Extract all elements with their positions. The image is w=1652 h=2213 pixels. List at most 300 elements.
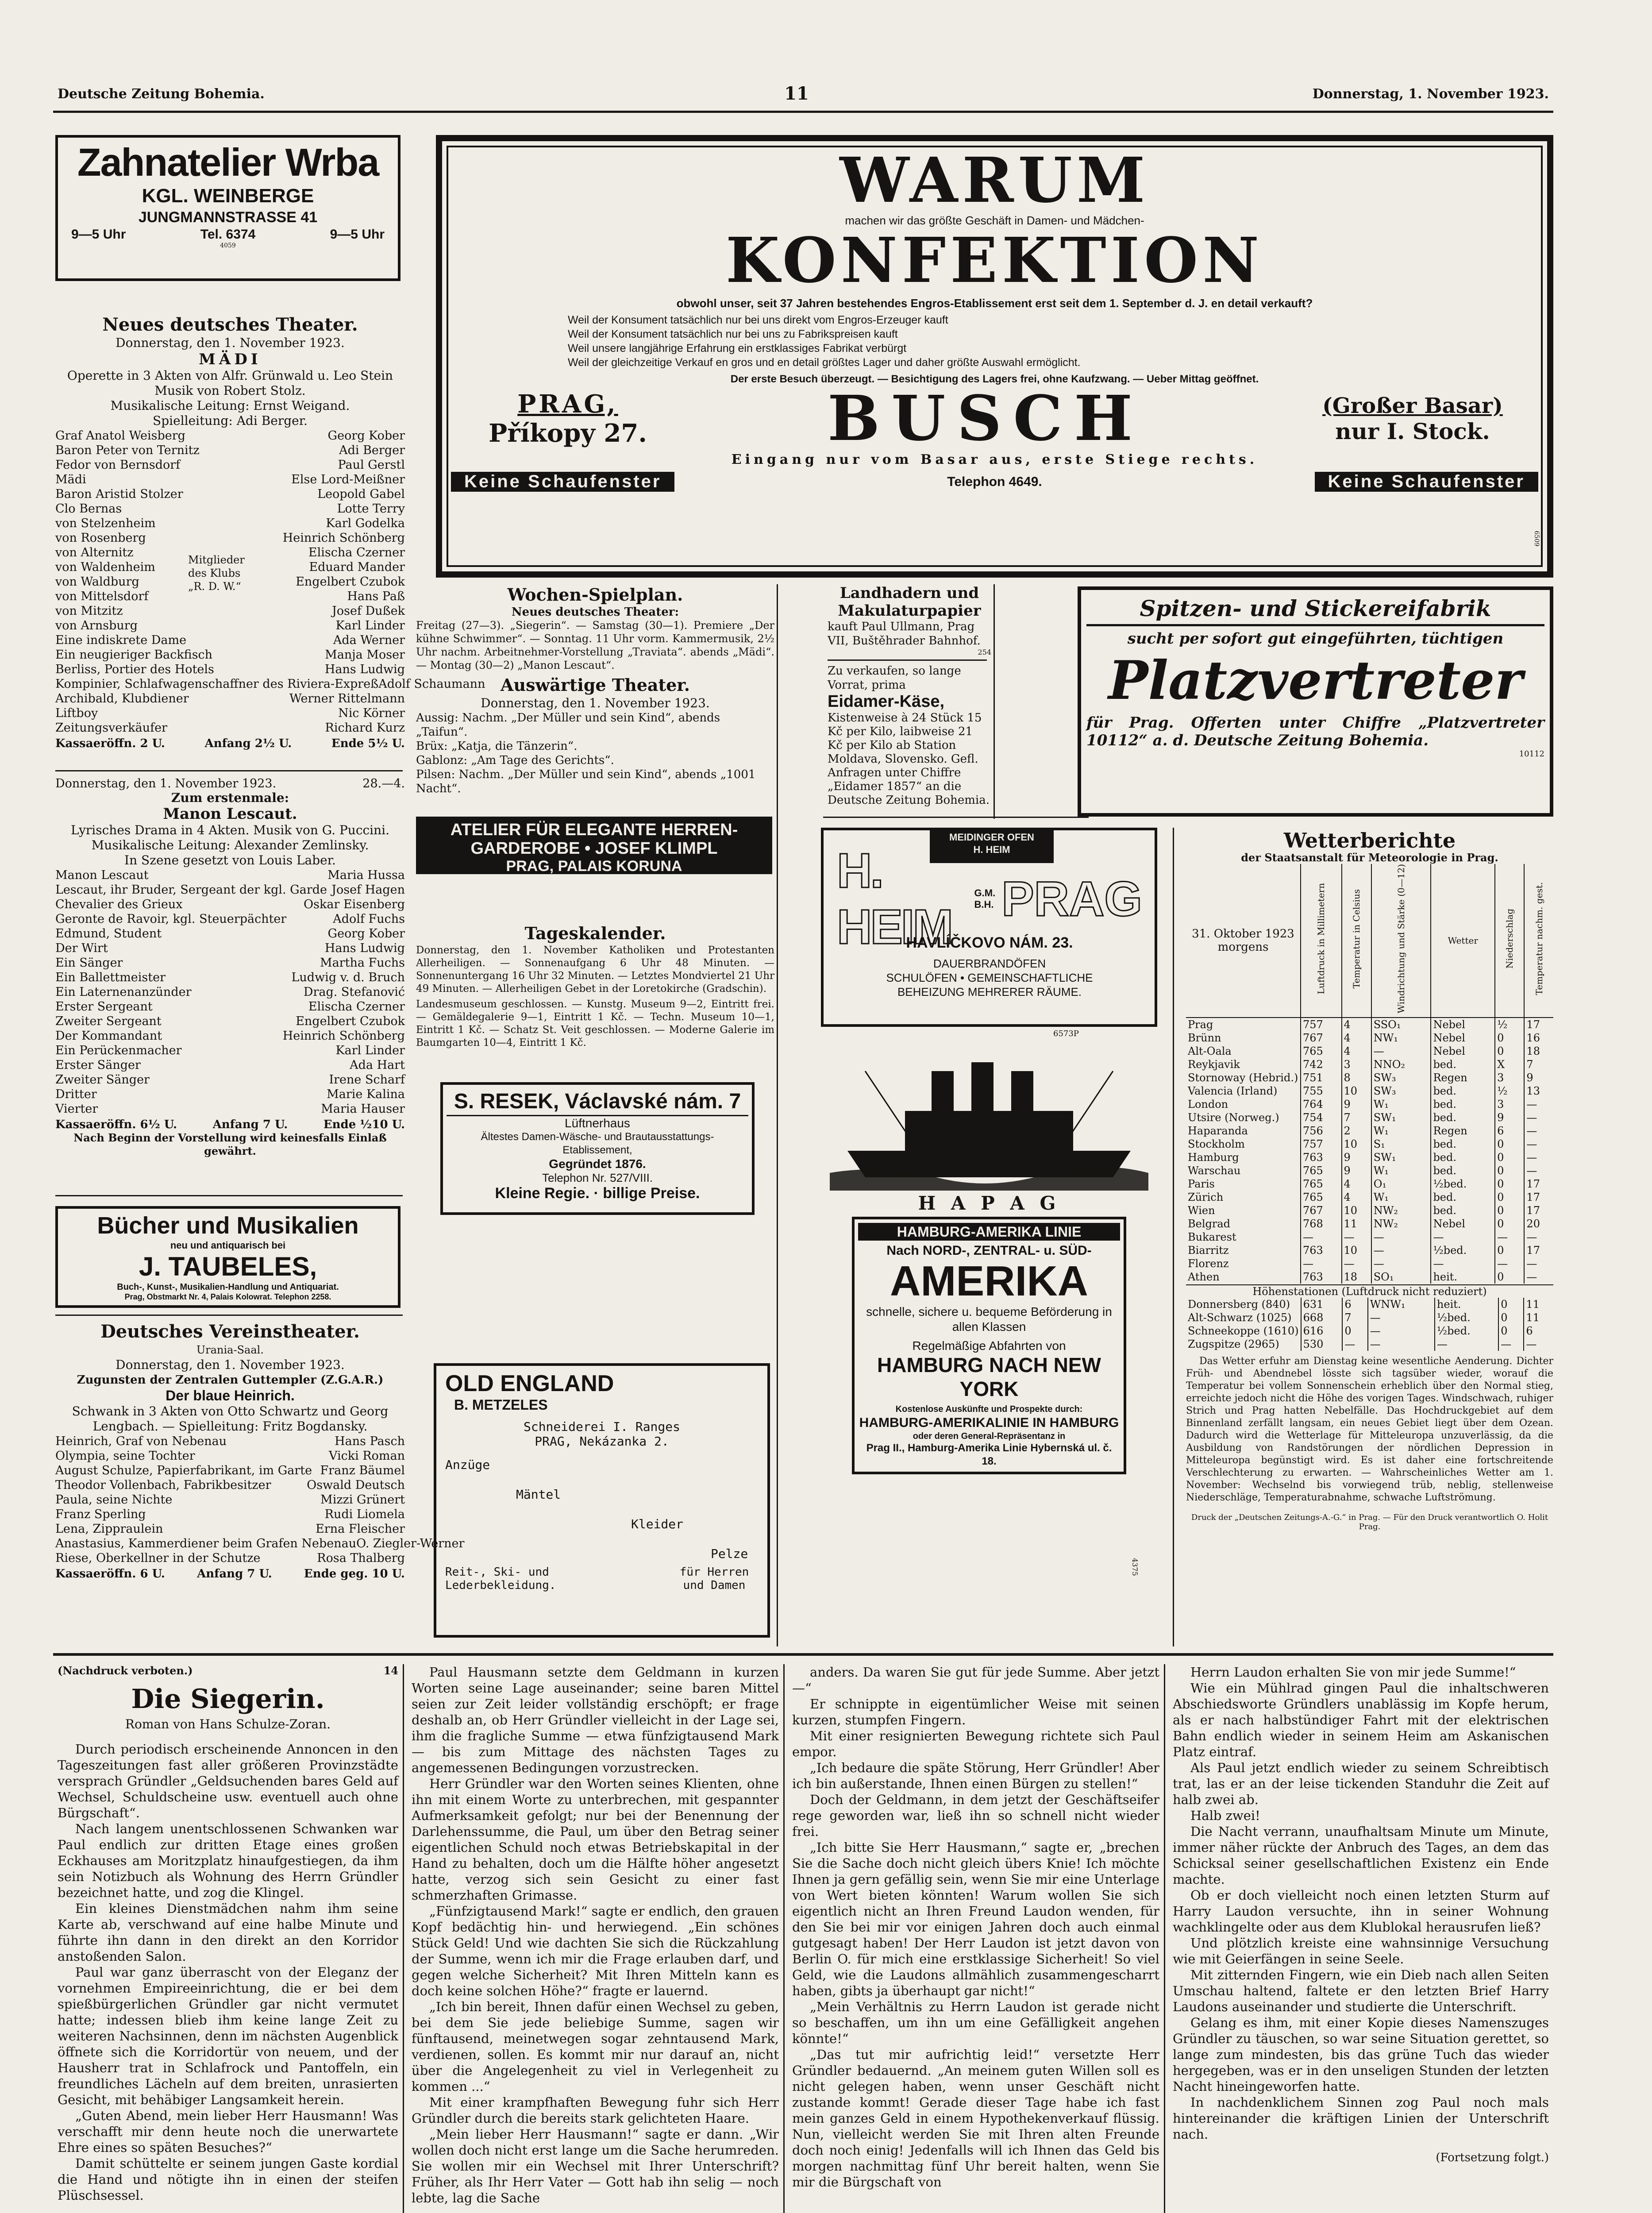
weather-value: bed. bbox=[1431, 1204, 1495, 1217]
weather-value: 757 bbox=[1301, 1018, 1342, 1031]
cast-row bbox=[55, 970, 405, 985]
weather-value: 0 bbox=[1495, 1270, 1524, 1284]
novel-paragraph: „Mein lieber Herr Hausmann!“ sagte er dann. „Wir wollen doch nicht erst lange um die Sache herumreden. Sie wollen mir ein Wechsel mit Ihrer Unterschrift? Früher, als Ihr Herr Vater — Gott hab ihn selig — noch lebte, lag die Sache bbox=[412, 2127, 779, 2205]
weather-value: — bbox=[1301, 1230, 1342, 1244]
time-end: Ende 5½ U. bbox=[331, 737, 405, 750]
theater-date-row bbox=[55, 777, 405, 790]
weather-value: X bbox=[1495, 1058, 1524, 1071]
weather-row bbox=[1186, 1111, 1553, 1124]
weather-value: 0 bbox=[1498, 1311, 1524, 1324]
ad-features bbox=[832, 956, 1147, 999]
ad-name: BUSCH bbox=[827, 382, 1144, 455]
weather-value: 9 bbox=[1495, 1111, 1524, 1124]
weather-value: 2 bbox=[1342, 1124, 1371, 1137]
weather-value: 0 bbox=[1495, 1031, 1524, 1045]
cast-row bbox=[55, 1058, 405, 1072]
ad-title: AMERIKA bbox=[890, 1257, 1088, 1305]
ad-kaese bbox=[828, 664, 991, 814]
weather-value: — bbox=[1495, 1230, 1524, 1244]
col-label: Luftdruck in Millimetern bbox=[1316, 883, 1327, 995]
ad-line: oder deren General-Repräsentanz in bbox=[913, 1431, 1066, 1441]
cast-role: Baron Peter von Ternitz bbox=[55, 443, 200, 457]
cast-row bbox=[55, 721, 405, 735]
col-label: Wetter bbox=[1448, 935, 1478, 946]
weather-row bbox=[1186, 1204, 1553, 1217]
cast-row bbox=[55, 883, 405, 897]
ad-line: Buch-, Kunst-, Musikalien-Handlung und Antiquariat. bbox=[117, 1282, 339, 1292]
cast-actor: Adi Berger bbox=[339, 443, 405, 457]
play-credit: Musikalische Leitung: Ernst Weigand. bbox=[110, 398, 350, 413]
novel-author: Roman von Hans Schulze-Zoran. bbox=[125, 1717, 331, 1731]
weather-value: ½bed. bbox=[1431, 1177, 1495, 1191]
station-name: Brünn bbox=[1188, 1031, 1221, 1044]
weather-value: ½bed. bbox=[1435, 1311, 1498, 1324]
station-name: Donnersberg (840) bbox=[1188, 1298, 1290, 1311]
weather-row bbox=[1186, 1257, 1553, 1270]
ad-line: PRAG, PALAIS KORUNA bbox=[506, 858, 682, 875]
weather-value: 3 bbox=[1495, 1071, 1524, 1084]
weather-value: 0 bbox=[1495, 1177, 1524, 1191]
ad-label: H A P A G bbox=[918, 1192, 1060, 1214]
cast-role: Clo Bernas bbox=[55, 502, 122, 516]
ad-line: Zu verkaufen, so lange Vorrat, prima bbox=[828, 664, 961, 692]
theater-venue: Urania-Saal. bbox=[196, 1344, 264, 1356]
ad-title: WARUM bbox=[839, 144, 1150, 217]
ad-line: schnelle, sichere u. bequeme Beförderung in allen Klassen bbox=[866, 1305, 1112, 1334]
weather-value: — bbox=[1301, 1257, 1342, 1270]
weather-header-row bbox=[1186, 864, 1553, 1018]
novel-paragraph: Die Nacht verrann, unaufhaltsam Minute um Minute, immer näher rückte der Anbruch des Tages, an dem das Schicksal seiner gesellschaftlichen Existenz ein Ende machte. bbox=[1173, 1824, 1549, 1887]
weather-value: — bbox=[1371, 1244, 1431, 1257]
novel-paragraph: Doch der Geldmann, in dem jetzt der Geschäftseifer rege geworden war, ließ ihn so schnell nicht wieder frei. bbox=[792, 1792, 1159, 1839]
ad-text: kauft Paul Ullmann, Prag VII, Buštěhrader Bahnhof. bbox=[828, 620, 981, 648]
steamship-illustration bbox=[830, 1045, 1148, 1191]
cast-row bbox=[55, 941, 405, 956]
cast-actor: Hans Ludwig bbox=[324, 663, 405, 676]
cast-row bbox=[55, 1463, 405, 1478]
novel-paragraph: Ob er doch vielleicht noch einen letzten Sturm auf Harry Laudon versuchte, ihn in seiner Wohnung wachklingelte oder aus dem Klublokal herausrufen ließ? bbox=[1173, 1888, 1549, 1935]
cast-row bbox=[55, 1043, 405, 1058]
weather-value: — bbox=[1524, 1098, 1553, 1111]
ad-big: Platzvertreter bbox=[1108, 649, 1523, 712]
weather-value: — bbox=[1524, 1338, 1553, 1351]
ad-label: Keine Schaufenster bbox=[1315, 472, 1538, 492]
play-genre: Lyrisches Drama in 4 Akten. Musik von G. Puccini. bbox=[70, 823, 390, 837]
weather-value: 0 bbox=[1498, 1324, 1524, 1338]
cast-row bbox=[55, 868, 405, 883]
weather-value: SSO₁ bbox=[1371, 1018, 1431, 1031]
weather-value: 4 bbox=[1342, 1031, 1371, 1045]
weather-value: 3 bbox=[1342, 1058, 1371, 1071]
cast-actor: Oskar Eisenberg bbox=[304, 898, 405, 911]
weather-row bbox=[1186, 1045, 1553, 1058]
ad-city: PRAG bbox=[1001, 871, 1142, 926]
novel-paragraph: Paul Hausmann setzte dem Geldmann in kurzen Worten seine Lage auseinander; seine baren Mittel seien zur Zeit leider vollständig erschöpft; er frage deshalb an, ob Herr Gründler vielleicht in der Lage sei, ihm die fragliche Summe — etwa fünfzigtausend Mark — bis zum Mittage des nächsten Tages zu angemessenen Bedingungen vorzustrecken. bbox=[412, 1665, 779, 1775]
weather-value: — bbox=[1342, 1230, 1371, 1244]
cast-row bbox=[55, 648, 405, 662]
station-name: Wien bbox=[1188, 1204, 1215, 1217]
weather-value: — bbox=[1524, 1257, 1553, 1270]
weather-value: bed. bbox=[1431, 1084, 1495, 1098]
theater-name: Neues deutsches Theater. bbox=[102, 314, 358, 335]
weather-value: 763 bbox=[1301, 1151, 1342, 1164]
ad-bazar: (Großer Basar) bbox=[1322, 393, 1503, 418]
novel-paragraph: „Ich bitte Sie Herr Hausmann,“ sagte er, „brechen Sie die Sache doch nicht gleich übers Knie! Ich möchte Ihnen ja gern gefällig sein, wenn Sie mir eine Unterlage von Wert bieten könnten! Warum wollen Sie sich eigentlich nicht an Ihren Freund Laudon wenden, für den Sie bei mir vor einigen Jahren doch auch einmal gutgesagt haben! Der Herr Laudon ist jetzt davon von Berlin O. für mich eine erstklassige Sicherheit! So viel Geld, wie die Laudons allmählich zusammengescharrt haben, gibts ja überhaupt gar nicht!“ bbox=[792, 1840, 1159, 1998]
novel-paragraph: Durch periodisch erscheinende Annoncen in den Tageszeitungen fast aller größeren Provinzstädte versprach Gründler „Geldsuchenden bares Geld auf Wechsel, Schuldscheine usw. eventuell auch ohne Bürgschaft“. bbox=[58, 1742, 398, 1820]
weather-value: 18 bbox=[1342, 1270, 1371, 1284]
weather-row bbox=[1186, 1031, 1553, 1045]
cast-role: Fedor von Bernsdorf bbox=[55, 458, 181, 472]
cast-row bbox=[55, 706, 405, 721]
cast-row bbox=[55, 1507, 405, 1522]
novel-title: Die Siegerin. bbox=[131, 1684, 325, 1715]
cast-actor: Josef Hagen bbox=[331, 883, 405, 897]
cast-actor: Vicki Roman bbox=[328, 1449, 405, 1463]
weather-value: 0 bbox=[1495, 1164, 1524, 1177]
ad-line: Eingang nur vom Basar aus, erste Stiege rechts. bbox=[731, 452, 1258, 467]
cast-row bbox=[55, 458, 405, 472]
weather-value: NW₂ bbox=[1371, 1204, 1431, 1217]
ad-number: 4059 bbox=[220, 242, 236, 249]
weather-value: — bbox=[1495, 1257, 1524, 1270]
weather-value: Nebel bbox=[1431, 1045, 1495, 1058]
weather-rows bbox=[1186, 1018, 1553, 1284]
weather-value: NW₁ bbox=[1371, 1031, 1431, 1045]
ad-item: Anzüge bbox=[445, 1457, 490, 1472]
cast-row bbox=[55, 912, 405, 926]
cast-role: Der Kommandant bbox=[55, 1029, 162, 1043]
ad-title: Spitzen- und Stickereifabrik bbox=[1086, 595, 1544, 626]
weather-value: — bbox=[1431, 1257, 1495, 1270]
cast-role: Edmund, Student bbox=[55, 927, 162, 941]
theater-date: Donnerstag, den 1. November 1923. bbox=[116, 1357, 345, 1372]
header-rule bbox=[53, 111, 1553, 113]
ad-title: Landhadern und Makulaturpapier bbox=[838, 584, 981, 620]
cast-role: Chevalier des Grieux bbox=[55, 898, 183, 911]
novel-column-3 bbox=[792, 1664, 1159, 2213]
cast-actor: Rosa Thalberg bbox=[317, 1551, 405, 1565]
cast-actor: Werner Rittelmann bbox=[289, 692, 405, 706]
weather-value: 763 bbox=[1301, 1244, 1342, 1257]
cast-role: Erster Sänger bbox=[55, 1058, 141, 1072]
weather-value: bed. bbox=[1431, 1098, 1495, 1111]
cast-actor: Drag. Stefanović bbox=[303, 985, 405, 999]
ad-item: Mäntel bbox=[516, 1487, 561, 1502]
weather-value: 6 bbox=[1495, 1124, 1524, 1137]
weather-value: 767 bbox=[1301, 1204, 1342, 1217]
cast-actor: Irene Scharf bbox=[329, 1073, 405, 1087]
novel-paragraph: Er schnippte in eigentümlicher Weise mit seinen kurzen, stumpfen Fingern. bbox=[792, 1696, 1159, 1727]
time-box-office: Kassaeröffn. 6 U. bbox=[55, 1567, 165, 1581]
weather-row bbox=[1186, 1124, 1553, 1137]
ad-line: Nach NORD-, ZENTRAL- u. SÜD- bbox=[886, 1243, 1092, 1258]
ad-text: für Prag. Offerten unter Chiffre „Platzvertreter 10112“ a. d. Deutsche Zeitung Bohemia. bbox=[1086, 714, 1544, 749]
novel-paragraph: Nach langem unentschlossenen Schwanken war Paul endlich zur dritten Etage eines großen Eckhauses am Moritzplatz hinaufgestiegen, da ihm sein Notizbuch als Wohnung des Herrn Gründler bezeichnet hatte, und zog die Klingel. bbox=[58, 1821, 398, 1900]
weather-value: — bbox=[1368, 1324, 1435, 1338]
weather-value: 764 bbox=[1301, 1098, 1342, 1111]
ad-line: Schneiderei I. Ranges bbox=[523, 1419, 680, 1434]
cast-role: August Schulze, Papierfabrikant, im Garte bbox=[55, 1464, 312, 1477]
weather-value: Regen bbox=[1431, 1071, 1495, 1084]
weather-report bbox=[1186, 830, 1553, 1649]
ad-name: J. TAUBELES, bbox=[139, 1252, 317, 1281]
section-title: Tageskalender. bbox=[524, 923, 666, 943]
weather-value: bed. bbox=[1431, 1111, 1495, 1124]
weather-value: NNO₂ bbox=[1371, 1058, 1431, 1071]
cast-role: von Alternitz bbox=[55, 546, 134, 559]
ad-inner-border bbox=[447, 146, 1543, 567]
weather-value: bed. bbox=[1431, 1191, 1495, 1204]
weather-value: 11 bbox=[1342, 1217, 1371, 1230]
cast-role: Ein Perückenmacher bbox=[55, 1044, 182, 1057]
ad-line: BEHEIZUNG MEHRERER RÄUME. bbox=[897, 985, 1082, 999]
weather-value: — bbox=[1524, 1230, 1553, 1244]
cast-role: Baron Aristid Stolzer bbox=[55, 487, 183, 501]
play-genre: Schwank in 3 Akten von Otto Schwartz und Georg Lengbach. — Spielleitung: Fritz Bogdansky. bbox=[72, 1404, 389, 1434]
weather-value: 765 bbox=[1301, 1164, 1342, 1177]
cast-actor: Manja Moser bbox=[325, 648, 405, 662]
weather-value: O₁ bbox=[1371, 1177, 1431, 1191]
station-name: Stockholm bbox=[1188, 1137, 1245, 1150]
section-date: Donnerstag, den 1. November 1923. bbox=[481, 696, 710, 710]
weather-value: bed. bbox=[1431, 1164, 1495, 1177]
weather-value: SW₃ bbox=[1371, 1071, 1431, 1084]
cast-role: Zweiter Sergeant bbox=[55, 1014, 162, 1028]
continued-note: (Fortsetzung folgt.) bbox=[1436, 2151, 1549, 2164]
weather-value: 10 bbox=[1342, 1084, 1371, 1098]
weather-row bbox=[1186, 1230, 1553, 1244]
novel-paragraph: Herrn Laudon erhalten Sie von mir jede Summe!“ bbox=[1190, 1665, 1516, 1680]
cast-row bbox=[55, 662, 405, 677]
novel-paragraph: Und plötzlich kreiste eine wahnsinnige Versuchung wie mit Geierfängen in seine Seele. bbox=[1173, 1935, 1549, 1966]
time-box-office: Kassaeröffn. 6½ U. bbox=[55, 1118, 177, 1131]
weather-value: 8 bbox=[1342, 1071, 1371, 1084]
divider bbox=[823, 817, 1089, 818]
ad-line: KGL. WEINBERGE bbox=[142, 185, 314, 207]
novel-paragraph: „Fünfzigtausend Mark!“ sagte er endlich, den grauen Kopf bedächtig hin- und herwiegend. „Ein schönes Stück Geld! Und wie dachten Sie sich die Rückzahlung der Summe, wenn ich mir die Frage erlauben darf, und gegen welche Sicherheit? Mit Ihren Mitteln kann es doch keine solchen Höhe?“ fragte er lauernd. bbox=[412, 1904, 779, 1998]
weather-value: — bbox=[1524, 1270, 1553, 1284]
ad-reason: Weil unsere langjährige Erfahrung ein erstklassiges Fabrikat verbürgt bbox=[568, 342, 907, 355]
weather-value: 0 bbox=[1498, 1298, 1524, 1311]
wochen-spielplan bbox=[416, 584, 774, 814]
play-credit: In Szene gesetzt von Louis Laber. bbox=[124, 853, 336, 867]
installment-number: 14 bbox=[383, 1664, 398, 1677]
weather-row bbox=[1186, 1151, 1553, 1164]
cast-row bbox=[55, 487, 405, 501]
ad-line: MEIDINGER OFEN bbox=[949, 832, 1034, 843]
weather-high-table bbox=[1186, 1298, 1553, 1351]
premiere-note: Zum erstenmale: bbox=[171, 790, 289, 805]
times-row bbox=[55, 1118, 405, 1131]
ad-zahnatelier bbox=[55, 135, 400, 281]
novel-paragraph: Paul war ganz überrascht von der Eleganz der vornehmen Empireeinrichtung, die er bei dem spießbürgerlichen Gründler gar nicht vermutet hatte; indessen blieb ihm keine lange Zeit zu weiteren Nachsinnen, denn im nächsten Augenblick öffnete sich die Korridortür von neuem, und der Hausherr trat in Schlafrock und Pantoffeln, ein freundliches Lächeln auf dem breiten, unrasierten Gesicht, mit behäbiger Langsamkeit herein. bbox=[58, 1965, 398, 2107]
cast-role: Geronte de Ravoir, kgl. Steuerpächter bbox=[55, 912, 287, 926]
weather-row bbox=[1186, 1311, 1553, 1324]
ad-phone: Telephon 4649. bbox=[947, 474, 1042, 489]
play-purpose: Zugunsten der Zentralen Guttempler (Z.G.A.R.) bbox=[77, 1373, 384, 1387]
weather-value: 16 bbox=[1524, 1031, 1553, 1045]
ad-line: HAMBURG-AMERIKALINIE IN HAMBURG bbox=[859, 1415, 1119, 1430]
ad-line: DAUERBRANDÖFEN bbox=[933, 957, 1046, 970]
novel-paragraph: anders. Da waren Sie gut für jede Summe. Aber jetzt —“ bbox=[792, 1665, 1159, 1696]
weather-value: SW₁ bbox=[1371, 1111, 1431, 1124]
weather-value: 0 bbox=[1495, 1045, 1524, 1058]
ad-line: Der erste Besuch überzeugt. — Besichtigung des Lagers frei, ohne Kaufzwang. — Ueber Mittag geöffnet. bbox=[730, 373, 1259, 385]
cast-role: von Stelzenheim bbox=[55, 517, 156, 530]
cast-row bbox=[55, 1536, 465, 1551]
play-genre: Operette in 3 Akten von Alfr. Grünwald u. Leo Stein bbox=[67, 368, 393, 383]
admission-note: Nach Beginn der Vorstellung wird keinesfalls Einlaß gewährt. bbox=[73, 1131, 387, 1157]
novel-text bbox=[1173, 1664, 1549, 2142]
divider bbox=[55, 770, 403, 771]
weather-value: ½bed. bbox=[1431, 1244, 1495, 1257]
ad-footer-row bbox=[445, 1565, 759, 1592]
ad-owner: B. METZELES bbox=[454, 1397, 548, 1413]
section-entry: Pilsen: Nachm. „Der Müller und sein Kind“, abends „1001 Nacht“. bbox=[416, 768, 756, 795]
cast-role: Der Wirt bbox=[55, 941, 108, 955]
cast-row bbox=[55, 1449, 405, 1463]
cast-row bbox=[55, 1072, 405, 1087]
cast-role: Dritter bbox=[55, 1087, 97, 1101]
weather-value: bed. bbox=[1431, 1151, 1495, 1164]
cast-actor: Adolf Schaumann bbox=[378, 677, 485, 691]
times-row bbox=[55, 737, 405, 750]
cast-actor: Erna Fleischer bbox=[316, 1522, 405, 1536]
novel-header-row bbox=[58, 1664, 398, 1677]
station-name: Zürich bbox=[1188, 1191, 1224, 1203]
ad-line: Prag II., Hamburg-Amerika Linie Hybernská ul. č. 18. bbox=[866, 1442, 1112, 1467]
ad-phone: Tel. 6374 bbox=[200, 227, 256, 242]
ad-line: H. HEIM bbox=[973, 844, 1010, 855]
station-name: Paris bbox=[1188, 1177, 1215, 1190]
cast-actor: Lotte Terry bbox=[337, 502, 405, 516]
weather-value: 20 bbox=[1524, 1217, 1553, 1230]
page-number: 11 bbox=[784, 83, 809, 104]
weather-row bbox=[1186, 1217, 1553, 1230]
weather-value: 767 bbox=[1301, 1031, 1342, 1045]
cast-actor: Franz Bäumel bbox=[320, 1464, 405, 1477]
weather-value: 0 bbox=[1495, 1151, 1524, 1164]
weather-value: — bbox=[1368, 1338, 1435, 1351]
weather-value: Nebel bbox=[1431, 1217, 1495, 1230]
divider bbox=[55, 1315, 403, 1316]
theater-date: Donnerstag, den 1. November 1923. bbox=[55, 777, 277, 790]
cast-list bbox=[55, 1434, 465, 1565]
cast-role: von Mittelsdorf bbox=[55, 590, 149, 603]
cast-role: Kompinier, Schlafwagenschaffner des Riviera-Expreß bbox=[55, 677, 379, 691]
weather-value: — bbox=[1524, 1124, 1553, 1137]
play-title: Der blaue Heinrich. bbox=[166, 1388, 295, 1403]
ad-hapag bbox=[830, 1045, 1148, 1638]
time-start: Anfang 7 U. bbox=[212, 1118, 288, 1131]
weather-value: WNW₁ bbox=[1368, 1298, 1435, 1311]
cast-row bbox=[55, 897, 405, 912]
weather-row bbox=[1186, 1058, 1553, 1071]
station-name: Alt-Schwarz (1025) bbox=[1188, 1311, 1292, 1324]
weather-value: 17 bbox=[1524, 1018, 1553, 1031]
play-title: Manon Lescaut. bbox=[163, 805, 297, 823]
station-name: Haparanda bbox=[1188, 1124, 1248, 1137]
cast-role: Paula, seine Nichte bbox=[55, 1493, 173, 1507]
col-header bbox=[1342, 864, 1371, 1018]
cast-row bbox=[55, 1029, 405, 1043]
ad-line: JUNGMANNSTRASSE 41 bbox=[138, 209, 318, 226]
cast-actor: Oswald Deutsch bbox=[307, 1478, 405, 1492]
weather-time: morgens bbox=[1217, 940, 1269, 954]
cast-row bbox=[55, 633, 405, 648]
novel-paragraph: Damit schüttelte er seinem jungen Gaste kordial die Hand und nötigte ihn in einen der steifen Plüschsessel. bbox=[58, 2156, 398, 2203]
weather-value: 756 bbox=[1301, 1124, 1342, 1137]
weather-value: 742 bbox=[1301, 1058, 1342, 1071]
column-rule bbox=[777, 584, 778, 1646]
ad-label: Keine Schaufenster bbox=[451, 472, 674, 492]
novel-text bbox=[58, 1741, 398, 2203]
weather-value: 768 bbox=[1301, 1217, 1342, 1230]
section-title: Wetterberichte bbox=[1283, 829, 1456, 852]
reprint-notice: (Nachdruck verboten.) bbox=[58, 1664, 193, 1677]
novel-paragraph: „Guten Abend, mein lieber Herr Hausmann! Was verschafft mir denn heute noch die unerwartete Ehre eines so späten Besuches?“ bbox=[58, 2108, 398, 2155]
weather-value: 17 bbox=[1524, 1191, 1553, 1204]
weather-value: — bbox=[1524, 1151, 1553, 1164]
section-entry: Aussig: Nachm. „Der Müller und sein Kind“, abends „Taifun“. bbox=[416, 711, 720, 739]
weather-value: — bbox=[1498, 1338, 1524, 1351]
cast-row bbox=[55, 926, 405, 941]
ad-line: GARDEROBE • JOSEF KLIMPL bbox=[470, 839, 718, 858]
cast-actor: Elischa Czerner bbox=[308, 1000, 405, 1014]
weather-high-rows bbox=[1186, 1298, 1553, 1351]
station-name: Stornoway (Hebrid.) bbox=[1188, 1071, 1298, 1084]
column-rule bbox=[403, 1664, 404, 2213]
cast-actor: Karl Linder bbox=[335, 1044, 405, 1057]
station-name: Warschau bbox=[1188, 1164, 1241, 1177]
weather-value: 668 bbox=[1301, 1311, 1343, 1324]
ad-line: neu und antiquarisch bei bbox=[170, 1240, 286, 1251]
novel-paragraph: Als Paul jetzt endlich wieder zu seinem Schreibtisch trat, las er an der leise tickenden Standuhr die Zeit auf halb zwei ab. bbox=[1173, 1760, 1549, 1807]
cast-row bbox=[55, 531, 405, 545]
cast-row bbox=[55, 1102, 405, 1116]
weather-value: 6 bbox=[1524, 1324, 1553, 1338]
weather-value: 7 bbox=[1524, 1058, 1553, 1071]
weather-value: 6 bbox=[1342, 1298, 1367, 1311]
cast-role: Lescaut, ihr Bruder, Sergeant der kgl. Garde bbox=[55, 883, 327, 897]
cast-row bbox=[55, 1087, 405, 1102]
station-name: Biarritz bbox=[1188, 1244, 1229, 1257]
time-end: Ende ½10 U. bbox=[323, 1118, 405, 1131]
station-name: Bukarest bbox=[1188, 1230, 1236, 1243]
time-start: Anfang 7 U. bbox=[197, 1567, 272, 1581]
novel-paragraph: Halb zwei! bbox=[1190, 1808, 1260, 1823]
col-header bbox=[1431, 864, 1495, 1018]
weather-value: 7 bbox=[1342, 1111, 1371, 1124]
ad-line: Prag, Obstmarkt Nr. 4, Palais Kolowrat. Telephon 2258. bbox=[124, 1292, 331, 1301]
station-name: Alt-Oala bbox=[1188, 1045, 1232, 1057]
ad-line: Ältestes Damen-Wäsche- und Brautausstattungs-Etablissement, bbox=[481, 1131, 714, 1156]
cast-actor: Paul Gerstl bbox=[338, 458, 405, 472]
weather-value: 765 bbox=[1301, 1191, 1342, 1204]
section-text: Donnerstag, den 1. November Katholiken und Protestanten Allerheiligen. — Sonnenaufgang 6 Uhr 48 Minuten. — Sonnenuntergang 16 Uhr 32 Minuten. — Letztes Mondviertel 21 Uhr 49 Minuten. — Allerheiligen Gebet in der Loretokirche (Gradschin). bbox=[416, 945, 774, 995]
tageskalender bbox=[416, 923, 774, 1069]
weather-value: SW₃ bbox=[1371, 1084, 1431, 1098]
weather-value: S₁ bbox=[1371, 1137, 1431, 1151]
col-label: Temperatur nachm. gest. bbox=[1533, 882, 1544, 995]
ad-line: SCHULÖFEN • GEMEINSCHAFTLICHE bbox=[886, 971, 1093, 984]
cast-role: Eine indiskrete Dame bbox=[55, 633, 187, 647]
ad-body bbox=[852, 1217, 1126, 1474]
cast-row bbox=[55, 1014, 405, 1029]
cast-actor: Karl Linder bbox=[335, 619, 405, 632]
col-header bbox=[1371, 864, 1431, 1018]
weather-value: 763 bbox=[1301, 1270, 1342, 1284]
